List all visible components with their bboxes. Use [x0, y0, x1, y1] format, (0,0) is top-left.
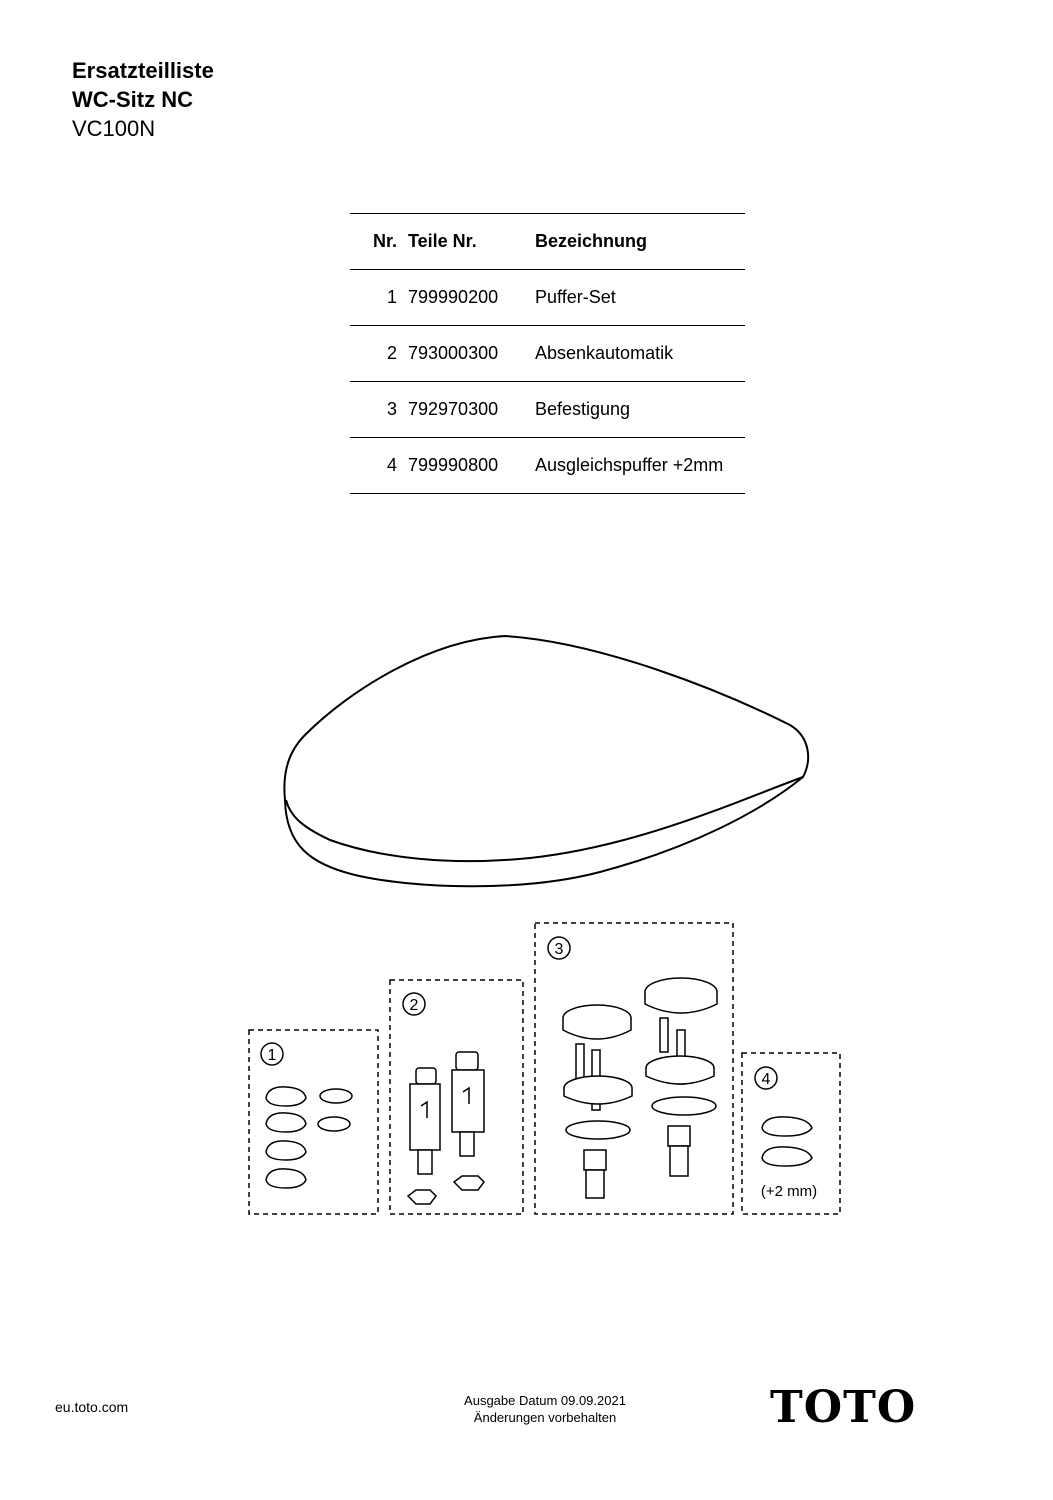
cell-name: Puffer-Set: [535, 270, 745, 326]
col-header-part-no: Teile Nr.: [408, 214, 535, 270]
cell-nr: 2: [350, 326, 408, 382]
model-number: VC100N: [72, 116, 156, 141]
cell-nr: 4: [350, 438, 408, 494]
callout-1: 1: [267, 1047, 277, 1064]
part-group-2: [390, 980, 523, 1214]
footer-info: [430, 1392, 660, 1426]
doc-title: Ersatzteilliste: [72, 58, 214, 83]
cell-name: Absenkautomatik: [535, 326, 745, 382]
cell-name: Ausgleichspuffer +2mm: [535, 438, 745, 494]
issue-date: Ausgabe Datum 09.09.2021: [464, 1393, 626, 1408]
callout-2: 2: [409, 997, 419, 1014]
toto-logo: TOTO: [770, 1382, 917, 1433]
soft-close-hinge-icons: [408, 1052, 484, 1204]
toilet-seat-lid-illustration: [284, 636, 808, 886]
disclaimer: Änderungen vorbehalten: [473, 1410, 617, 1425]
col-header-name: Bezeichnung: [535, 214, 745, 270]
callout-4: 4: [761, 1071, 771, 1088]
cell-part-no: 799990800: [408, 438, 535, 494]
doc-subtitle: WC-Sitz NC: [72, 87, 193, 112]
part-group-1: [249, 1030, 378, 1214]
cell-nr: 3: [350, 382, 408, 438]
part-group-3: [535, 923, 733, 1214]
cell-name: Befestigung: [535, 382, 745, 438]
footer-url: eu.toto.com: [55, 1399, 129, 1415]
buffer-icons: [266, 1087, 352, 1188]
cell-part-no: 792970300: [408, 382, 535, 438]
cell-nr: 1: [350, 270, 408, 326]
spacer-thickness-note: (+2 mm): [760, 1183, 818, 1200]
callout-3: 3: [554, 941, 564, 958]
cell-part-no: 793000300: [408, 326, 535, 382]
spacer-buffer-icons: [762, 1117, 812, 1166]
cell-part-no: 799990200: [408, 270, 535, 326]
part-group-4: [742, 1053, 840, 1214]
fixing-set-icons: [563, 978, 717, 1198]
col-header-nr: Nr.: [350, 214, 408, 270]
